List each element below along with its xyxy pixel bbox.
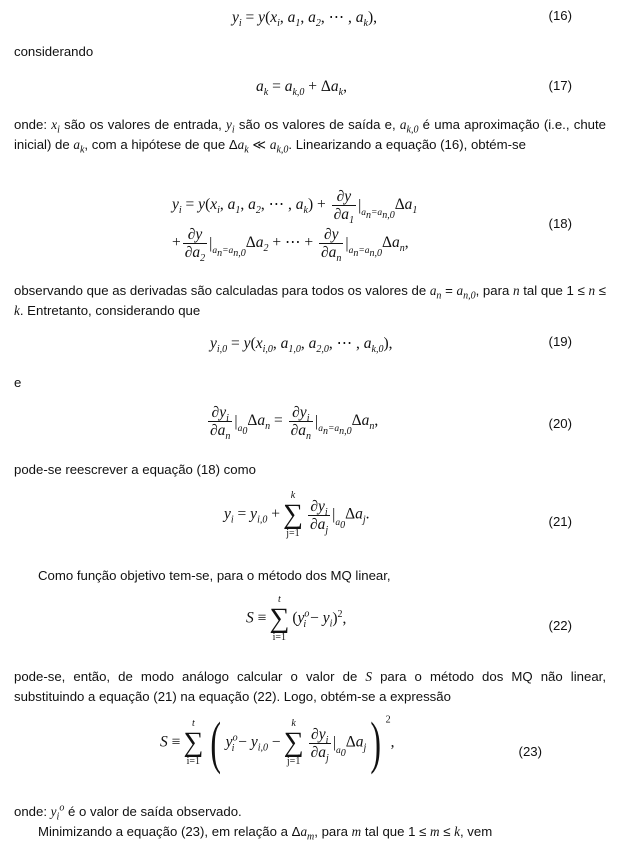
paper-page: $y_i = y(x_i$, $a_1$, $a_2$, ⋯ , $a_k$), (16) considerando $a_k = a_{k,0} + \Delta a_k$, (17) onde: $x_i$ são os valores de entrada, $y_i$ são os valores de saída e, $a_{k,0}$ é uma aproximação (i.e., chute inicial) de $a_k$, com a hipótese de que $\Delta a_k$ ≪ $a_{k,0}$. Linearizando a equação (16), obtém-se $y_i = y(x_i$, $a_1$, $a_2$, ⋯ , $a_k$) + $\frac{\partial y}{\partial a_1}$ $|_{a_n=a_{n,0}}\Delta a_1$ + $\frac{\partial y}{\partial a_2}$ $|_{a_n=a_{n,0}}\Delta a_2$ + ⋯ + $\frac{\partial y}{\partial a_n}$ $|_{a_n=a_{n,0}}\Delta a_n$, (18) observando que as derivadas são calculadas para todos os valores de $a_n = a_{n,0}$, para n tal que 1 ≤ n ≤ k. Entretanto, considerando que $y_{i,0} = y(x_{i,0}$, $a_{1,0}$, $a_{2,0}$, ⋯ , $a_{k,0}$), (19) e $\frac{\partial y_i}{\partial a_n}$ $|_{a_0}\Delta a_n$ = $\frac{\partial y_i}{\partial a_n}$ $|_{a_n=a_{n,0}}\Delta a_n$, (20) pode-se reescrever a equação (18) como $y_i = y_{i,0}$ + k ∑ j=1 $\frac{\partial y_i}{\partial a_j}$ $|_{a_0}\Delta a_j$. (21) Como função objetivo tem-se, para o método dos MQ linear, S ≡ t ∑ i=1 $(y^o_i - y_i)^2$, (22) pode-se, então, de modo análogo calcular o valor de S para o método dos MQ não linear, substituindo a equação (21) na equação (22). Logo, obtém-se a expressão S ≡ t ∑ i=1 ( $y^o_i - y_{i,0}$ − k ∑ j=1 $\frac{\partial y_i}{\partial a_j}$ $|_{a_0}\Delta a_j$) $^2$, (23) onde: $y_i^o$ é o valor de saída observado. Minimizando a equação (23), em relação a $\Delta a_m$, para m tal que 1 ≤ m ≤ k, vem: [0, 0, 618, 848]
paragraph-analogo: [14, 667, 606, 707]
text-considerando: considerando: [14, 44, 94, 59]
symbol-x: x: [51, 117, 58, 132]
symbol-sub: m: [307, 831, 315, 843]
symbol-S: S: [365, 669, 372, 684]
text-segment: . Linearizando a equação (16), obtém-se: [288, 137, 526, 152]
symbol-sub: n,0: [463, 290, 476, 302]
equation-number-23: (23): [518, 744, 542, 759]
symbol-sub: k: [79, 144, 85, 156]
equation-number-18: (18): [548, 216, 572, 231]
equation-number-17: (17): [548, 78, 572, 93]
paragraph-minimizando: Minimizando a equação (23), em relação a $\Delta a_m$, para m tal que 1 ≤ m ≤ k, vem: [38, 824, 493, 843]
symbol-a: a: [399, 117, 407, 132]
text-segment: Minimizando a equação (23), em relação a Δ: [38, 824, 301, 839]
text-segment: é uma aproximação (i.e., chute inicial) de: [14, 117, 606, 152]
symbol-a: a: [429, 283, 437, 298]
text-como-funcao: Como função objetivo tem-se, para o método dos MQ linear,: [38, 568, 391, 583]
text-segment: tal que 1 ≤: [361, 824, 431, 839]
symbol-k: k: [454, 824, 460, 839]
paragraph-onde-2: onde: $y_i^o$ é o valor de saída observado.: [14, 802, 242, 823]
symbol-y: y: [226, 117, 232, 132]
symbol-y: y: [50, 804, 57, 819]
equation-number-16: (16): [548, 8, 572, 23]
equation-number-22: (22): [548, 618, 572, 633]
symbol-n: n: [513, 283, 520, 298]
text-segment: observando que as derivadas são calculadas para todos os valores de: [14, 283, 430, 298]
equation-number-20: (20): [548, 416, 572, 431]
text-e: e: [14, 375, 22, 390]
paragraph-onde-1: onde: $x_i$ são os valores de entrada, $y_i$ são os valores de saída e, $a_{k,0}$ é uma aproximação (i.e., chute inicial) de $a_k$, com a hipótese de que $\Delta a_k$ ≪ $a_{k,0}$. Linearizando a equação (16), obtém-se: [14, 117, 606, 156]
equation-18: $y_i = y(x_i$, $a_1$, $a_2$, ⋯ , $a_k$) + $\frac{\partial y}{\partial a_1}$ $|_{a_n=a_{n,0}}\Delta a_1$ + $\frac{\partial y}{\partial a_2}$ $|_{a_n=a_{n,0}}\Delta a_2$ + ⋯ + $\frac{\partial y}{\partial a_n}$ $|_{a_n=a_{n,0}}\Delta a_n$, (18): [172, 188, 572, 265]
symbol-sub: k,0: [406, 124, 419, 136]
text-segment: , para: [314, 824, 352, 839]
paragraph-observando: observando que as derivadas são calculadas para todos os valores de $a_n = a_{n,0}$, para n tal que 1 ≤ n ≤ k. Entretanto, considerando que: [14, 283, 607, 318]
text-segment: para o método dos MQ não linear, substituindo a equação (21) na equação (22). Logo, obtém-se a expressão: [14, 669, 606, 704]
text-segment: , vem: [459, 824, 493, 839]
symbol-n: n: [588, 283, 596, 298]
symbol-sub: n: [436, 290, 442, 302]
symbol-sub: i: [56, 811, 60, 823]
text-reescrever: pode-se reescrever a equação (18) como: [14, 462, 256, 477]
symbol-sub: i: [231, 124, 235, 136]
text-segment: , com a hipótese de que Δ: [84, 137, 238, 152]
text-segment: onde:: [14, 804, 51, 819]
equation-number-19: (19): [548, 334, 572, 349]
text-segment: são os valores de entrada,: [59, 117, 227, 132]
symbol-sub: i: [57, 124, 60, 136]
text-segment: , para: [475, 283, 513, 298]
text-segment: pode-se, então, de modo análogo calcular o valor de: [14, 669, 366, 684]
symbol-k: k: [14, 303, 20, 318]
text-segment: é o valor de saída observado.: [64, 804, 242, 819]
symbol-a: a: [73, 137, 80, 152]
text-segment: ≤: [439, 824, 455, 839]
text-segment: são os valores de saída e,: [234, 117, 400, 132]
equation-number-21: (21): [548, 514, 572, 529]
text-segment: tal que 1 ≤: [519, 283, 589, 298]
symbol-m: m: [430, 824, 440, 839]
text-segment: onde:: [14, 117, 52, 132]
text-segment: ≤: [595, 283, 607, 298]
symbol-m: m: [351, 824, 362, 839]
text-segment: . Entretanto, considerando que: [19, 303, 201, 318]
